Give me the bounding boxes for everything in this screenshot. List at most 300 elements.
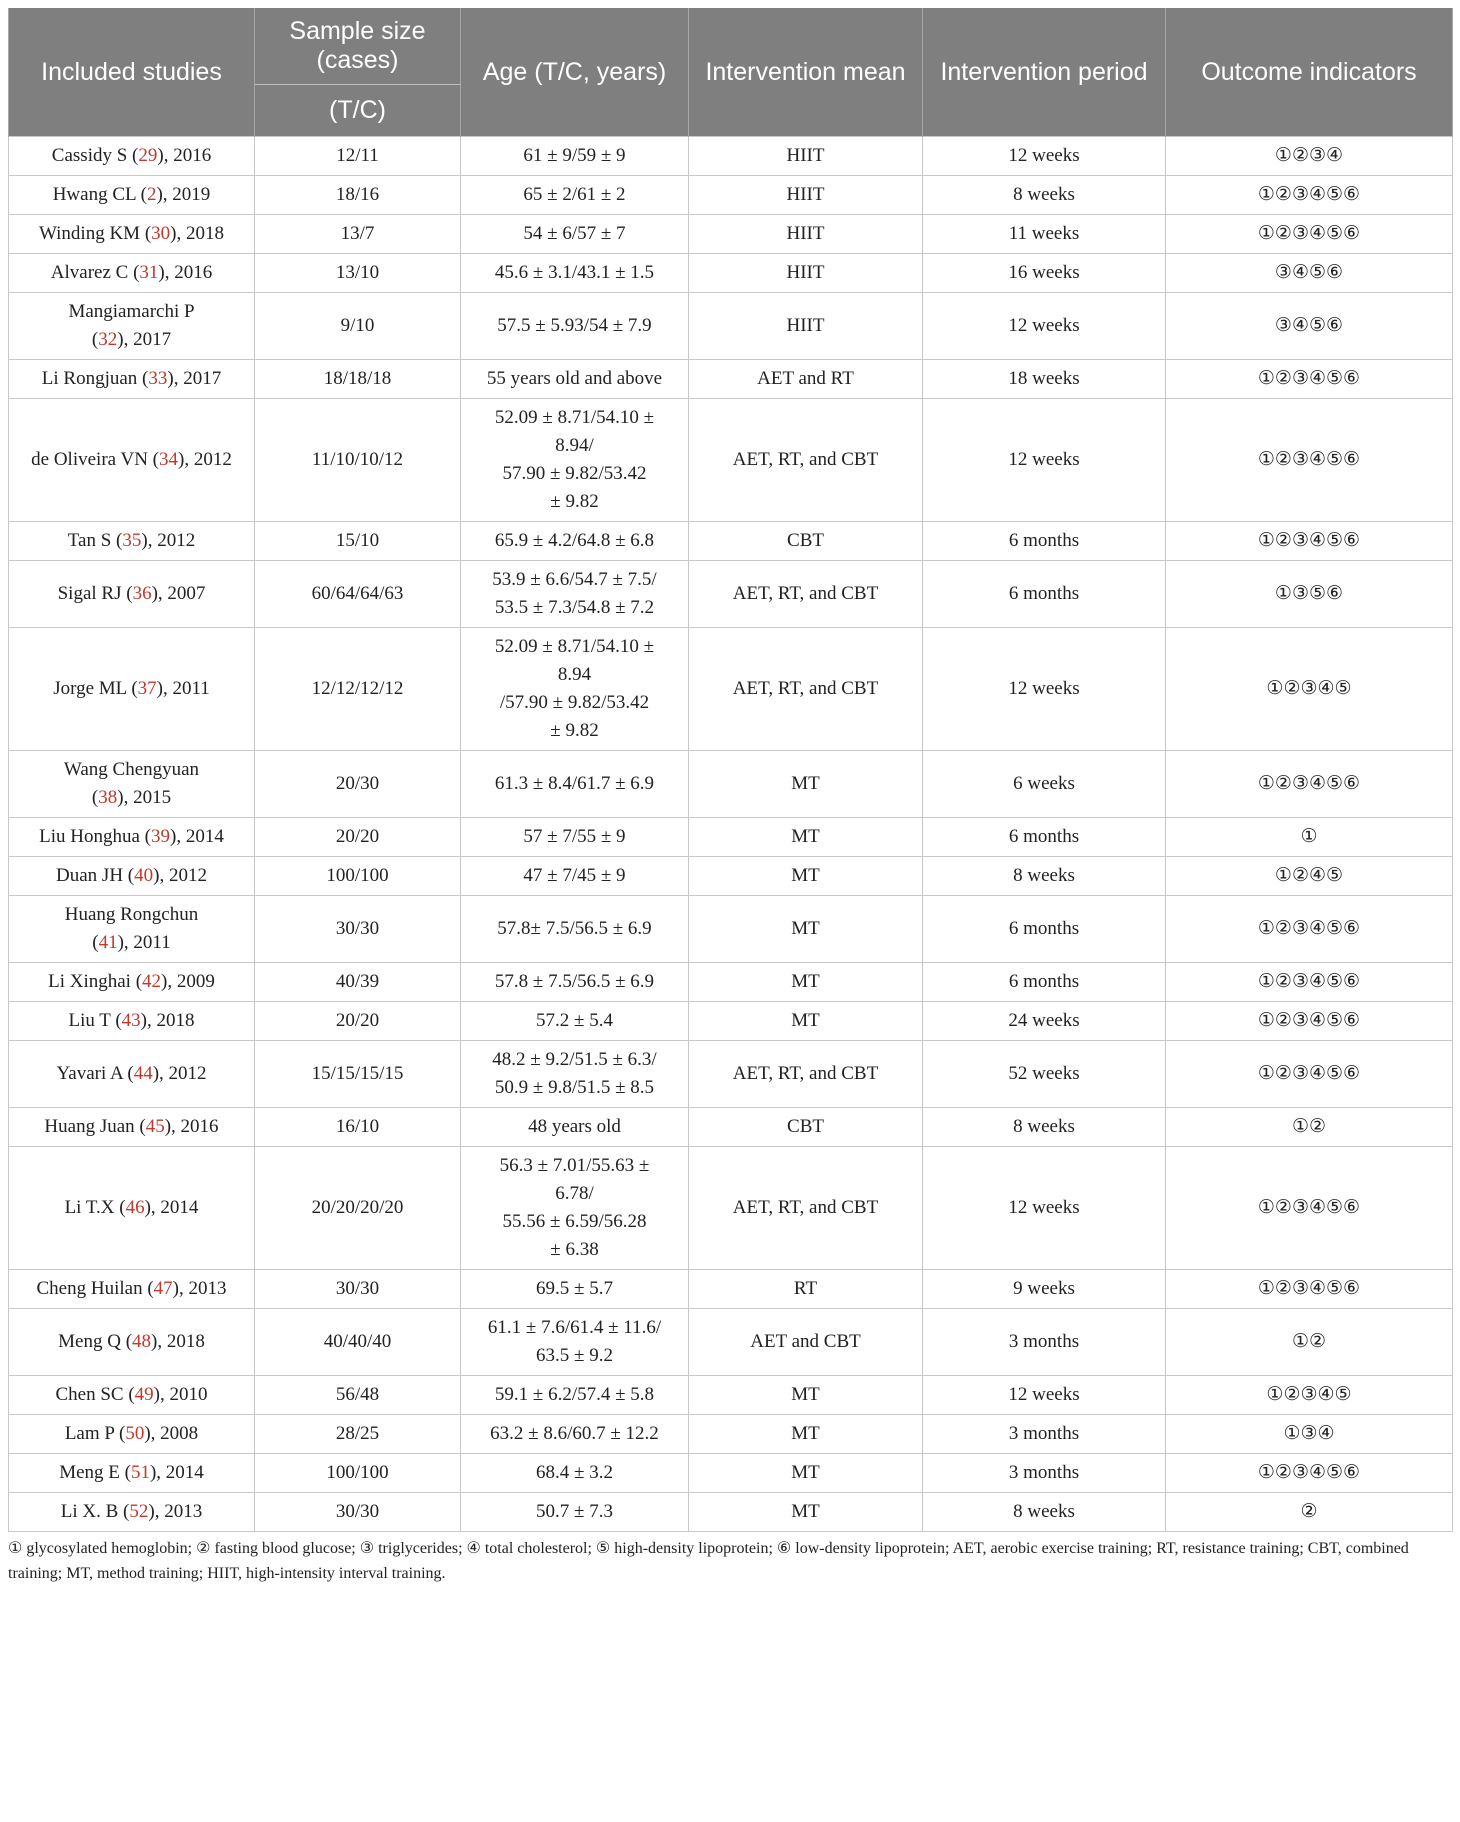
age-line: 65.9 ± 4.2/64.8 ± 6.8 bbox=[494, 530, 655, 551]
age-line: 52.09 ± 8.71/54.10 ± bbox=[494, 636, 655, 657]
table-row bbox=[9, 399, 1453, 522]
reference-link[interactable]: 51 bbox=[130, 1462, 150, 1483]
outcome-indicators-cell: ① bbox=[1166, 818, 1453, 857]
outcome-indicators-cell: ①②③④ bbox=[1166, 137, 1453, 176]
table-row bbox=[9, 522, 1453, 561]
study-cell bbox=[9, 1041, 255, 1108]
intervention-period-cell: 12 weeks bbox=[923, 399, 1166, 522]
age-cell bbox=[461, 857, 689, 896]
study-cell bbox=[9, 857, 255, 896]
study-year: ), 2016 bbox=[164, 1116, 219, 1137]
sample-size-cell: 30/30 bbox=[255, 1270, 461, 1309]
table-row bbox=[9, 1454, 1453, 1493]
outcome-indicators-cell: ①② bbox=[1166, 1108, 1453, 1147]
study-author: Chen SC ( bbox=[55, 1384, 135, 1405]
study-year: ), 2009 bbox=[161, 971, 215, 992]
sample-size-cell: 9/10 bbox=[255, 293, 461, 360]
age-line: 57.2 ± 5.4 bbox=[536, 1010, 613, 1031]
reference-link[interactable]: 49 bbox=[134, 1384, 154, 1405]
header-intervention-period: Intervention period bbox=[923, 8, 1166, 137]
study-year: ), 2016 bbox=[158, 262, 213, 283]
age-line: 57.5 ± 5.93/54 ± 7.9 bbox=[497, 315, 652, 336]
study-cell bbox=[9, 254, 255, 293]
intervention-period-cell: 6 weeks bbox=[923, 751, 1166, 818]
outcome-indicators-cell: ①②③④⑤⑥ bbox=[1166, 215, 1453, 254]
study-year: ), 2008 bbox=[144, 1423, 199, 1444]
table-row bbox=[9, 215, 1453, 254]
study-year: ), 2014 bbox=[144, 1197, 199, 1218]
sample-size-cell: 15/15/15/15 bbox=[255, 1041, 461, 1108]
study-author: Liu T ( bbox=[68, 1010, 122, 1031]
outcome-indicators-cell: ①②③④⑤⑥ bbox=[1166, 1002, 1453, 1041]
reference-link[interactable]: 33 bbox=[148, 368, 168, 389]
study-year: ), 2015 bbox=[117, 787, 172, 808]
outcome-indicators-cell: ①②③④⑤⑥ bbox=[1166, 360, 1453, 399]
intervention-period-cell: 6 months bbox=[923, 561, 1166, 628]
age-cell bbox=[461, 818, 689, 857]
intervention-period-cell: 9 weeks bbox=[923, 1270, 1166, 1309]
study-author: Huang Rongchun bbox=[64, 904, 199, 925]
age-cell bbox=[461, 1041, 689, 1108]
age-line: ± 9.82 bbox=[550, 720, 599, 741]
outcome-indicators-cell: ①②③④⑤ bbox=[1166, 1376, 1453, 1415]
age-line: 48 years old bbox=[528, 1116, 621, 1137]
age-line: 53.9 ± 6.6/54.7 ± 7.5/ bbox=[492, 569, 657, 590]
intervention-mean-cell: MT bbox=[689, 857, 923, 896]
reference-link[interactable]: 50 bbox=[125, 1423, 145, 1444]
study-author: Tan S ( bbox=[67, 530, 123, 551]
sample-size-cell: 11/10/10/12 bbox=[255, 399, 461, 522]
intervention-period-cell: 18 weeks bbox=[923, 360, 1166, 399]
outcome-indicators-cell: ①②③④⑤⑥ bbox=[1166, 1147, 1453, 1270]
study-cell bbox=[9, 561, 255, 628]
table-row bbox=[9, 293, 1453, 360]
reference-link[interactable]: 36 bbox=[132, 583, 152, 604]
age-cell bbox=[461, 1376, 689, 1415]
study-author: Winding KM ( bbox=[38, 223, 152, 244]
reference-link[interactable]: 44 bbox=[133, 1063, 153, 1084]
age-line: 57.8 ± 7.5/56.5 ± 6.9 bbox=[494, 971, 655, 992]
age-line: 52.09 ± 8.71/54.10 ± bbox=[494, 407, 655, 428]
intervention-mean-cell: HIIT bbox=[689, 137, 923, 176]
outcome-indicators-cell: ①②③④⑤⑥ bbox=[1166, 896, 1453, 963]
intervention-mean-cell: AET, RT, and CBT bbox=[689, 399, 923, 522]
age-cell bbox=[461, 963, 689, 1002]
study-cell bbox=[9, 1415, 255, 1454]
age-cell bbox=[461, 1147, 689, 1270]
age-line: 55 years old and above bbox=[486, 368, 663, 389]
sample-size-cell: 30/30 bbox=[255, 1493, 461, 1532]
table-row bbox=[9, 1147, 1453, 1270]
outcome-indicators-cell: ①②③④⑤⑥ bbox=[1166, 1454, 1453, 1493]
study-cell bbox=[9, 751, 255, 818]
study-author: Li Rongjuan ( bbox=[41, 368, 149, 389]
header-sample-size: Sample size (cases) bbox=[255, 8, 461, 85]
table-row bbox=[9, 963, 1453, 1002]
sample-size-cell: 40/39 bbox=[255, 963, 461, 1002]
age-line: 8.94 bbox=[557, 664, 592, 685]
table-row bbox=[9, 254, 1453, 293]
age-line: 48.2 ± 9.2/51.5 ± 6.3/ bbox=[492, 1049, 657, 1070]
outcome-indicators-cell: ①②④⑤ bbox=[1166, 857, 1453, 896]
table-row bbox=[9, 360, 1453, 399]
table-row bbox=[9, 1108, 1453, 1147]
studies-table bbox=[8, 8, 1453, 1532]
study-cell bbox=[9, 1309, 255, 1376]
age-cell bbox=[461, 137, 689, 176]
reference-link[interactable]: 2 bbox=[146, 184, 157, 205]
study-year: ), 2017 bbox=[167, 368, 222, 389]
study-year: ), 2012 bbox=[141, 530, 196, 551]
age-line: 69.5 ± 5.7 bbox=[536, 1278, 613, 1299]
study-cell bbox=[9, 1108, 255, 1147]
age-line: 50.7 ± 7.3 bbox=[536, 1501, 613, 1522]
age-cell bbox=[461, 751, 689, 818]
sample-size-cell: 16/10 bbox=[255, 1108, 461, 1147]
study-author: Mangiamarchi P bbox=[68, 301, 195, 322]
outcome-indicators-cell: ①②③④⑤⑥ bbox=[1166, 176, 1453, 215]
intervention-period-cell: 24 weeks bbox=[923, 1002, 1166, 1041]
intervention-period-cell: 12 weeks bbox=[923, 1147, 1166, 1270]
study-year: ), 2013 bbox=[172, 1278, 227, 1299]
outcome-indicators-cell: ①③④ bbox=[1166, 1415, 1453, 1454]
age-cell bbox=[461, 1309, 689, 1376]
reference-link[interactable]: 35 bbox=[122, 530, 142, 551]
study-cell bbox=[9, 1376, 255, 1415]
table-row bbox=[9, 818, 1453, 857]
study-year: ), 2019 bbox=[156, 184, 211, 205]
intervention-period-cell: 6 months bbox=[923, 522, 1166, 561]
table-row bbox=[9, 1493, 1453, 1532]
outcome-indicators-cell: ③④⑤⑥ bbox=[1166, 254, 1453, 293]
study-author-cont: ( bbox=[91, 329, 99, 350]
header-intervention-mean: Intervention mean bbox=[689, 8, 923, 137]
study-year: ), 2007 bbox=[151, 583, 206, 604]
intervention-period-cell: 6 months bbox=[923, 896, 1166, 963]
study-cell bbox=[9, 1002, 255, 1041]
age-line: 45.6 ± 3.1/43.1 ± 1.5 bbox=[494, 262, 655, 283]
sample-size-cell: 13/7 bbox=[255, 215, 461, 254]
age-cell bbox=[461, 360, 689, 399]
study-year: ), 2011 bbox=[156, 678, 210, 699]
intervention-mean-cell: MT bbox=[689, 1454, 923, 1493]
age-line: ± 6.38 bbox=[550, 1239, 599, 1260]
age-cell bbox=[461, 522, 689, 561]
study-author: Lam P ( bbox=[64, 1423, 126, 1444]
study-cell bbox=[9, 1493, 255, 1532]
age-cell bbox=[461, 215, 689, 254]
intervention-mean-cell: HIIT bbox=[689, 176, 923, 215]
study-author: Meng Q ( bbox=[58, 1331, 133, 1352]
age-cell bbox=[461, 1002, 689, 1041]
intervention-mean-cell: MT bbox=[689, 1493, 923, 1532]
table-row bbox=[9, 176, 1453, 215]
table-row bbox=[9, 628, 1453, 751]
sample-size-cell: 13/10 bbox=[255, 254, 461, 293]
study-author: Yavari A ( bbox=[56, 1063, 134, 1084]
age-line: 68.4 ± 3.2 bbox=[536, 1462, 613, 1483]
age-line: 50.9 ± 9.8/51.5 ± 8.5 bbox=[494, 1077, 655, 1098]
study-year: ), 2010 bbox=[153, 1384, 208, 1405]
intervention-mean-cell: RT bbox=[689, 1270, 923, 1309]
intervention-mean-cell: MT bbox=[689, 896, 923, 963]
sample-size-cell: 28/25 bbox=[255, 1415, 461, 1454]
outcome-indicators-cell: ①② bbox=[1166, 1309, 1453, 1376]
reference-link[interactable]: 39 bbox=[151, 826, 171, 847]
reference-link[interactable]: 32 bbox=[98, 329, 118, 350]
age-line: 53.5 ± 7.3/54.8 ± 7.2 bbox=[494, 597, 655, 618]
study-year: ), 2016 bbox=[157, 145, 212, 166]
sample-size-cell: 15/10 bbox=[255, 522, 461, 561]
table-row bbox=[9, 751, 1453, 818]
age-line: 63.5 ± 9.2 bbox=[536, 1345, 613, 1366]
age-line: 57.90 ± 9.82/53.42 bbox=[502, 463, 647, 484]
age-cell bbox=[461, 293, 689, 360]
intervention-mean-cell: AET, RT, and CBT bbox=[689, 628, 923, 751]
sample-size-cell: 100/100 bbox=[255, 1454, 461, 1493]
outcome-indicators-cell: ①②③④⑤⑥ bbox=[1166, 1270, 1453, 1309]
study-year: ), 2018 bbox=[170, 223, 224, 244]
study-cell bbox=[9, 818, 255, 857]
reference-link[interactable]: 29 bbox=[138, 145, 158, 166]
intervention-mean-cell: MT bbox=[689, 963, 923, 1002]
study-author: de Oliveira VN ( bbox=[31, 449, 160, 470]
age-line: 65 ± 2/61 ± 2 bbox=[523, 184, 626, 205]
study-author: Sigal RJ ( bbox=[57, 583, 133, 604]
intervention-period-cell: 8 weeks bbox=[923, 1108, 1166, 1147]
study-author: Wang Chengyuan bbox=[63, 759, 200, 780]
intervention-period-cell: 3 months bbox=[923, 1415, 1166, 1454]
intervention-period-cell: 12 weeks bbox=[923, 628, 1166, 751]
intervention-period-cell: 3 months bbox=[923, 1454, 1166, 1493]
intervention-mean-cell: MT bbox=[689, 1415, 923, 1454]
outcome-indicators-cell: ①②③④⑤ bbox=[1166, 628, 1453, 751]
age-line: 55.56 ± 6.59/56.28 bbox=[502, 1211, 647, 1232]
reference-link[interactable]: 31 bbox=[139, 262, 159, 283]
sample-size-cell: 12/12/12/12 bbox=[255, 628, 461, 751]
outcome-indicators-cell: ①②③④⑤⑥ bbox=[1166, 522, 1453, 561]
study-author: Jorge ML ( bbox=[53, 678, 138, 699]
study-author: Alvarez C ( bbox=[50, 262, 140, 283]
study-year: ), 2014 bbox=[149, 1462, 204, 1483]
age-line: 61.1 ± 7.6/61.4 ± 11.6/ bbox=[487, 1317, 662, 1338]
study-cell bbox=[9, 628, 255, 751]
intervention-mean-cell: CBT bbox=[689, 1108, 923, 1147]
reference-link[interactable]: 34 bbox=[159, 449, 179, 470]
table-footnote: ① glycosylated hemoglobin; ② fasting blood glucose; ③ triglycerides; ④ total cholesterol; ⑤ high-density lipoprotein; ⑥ low-density lipoprotein; AET, aerobic exercise training; RT, resistance training; CBT, combined training; MT, method training; HIIT, high-intensity interval training. bbox=[8, 1540, 1409, 1582]
age-line: 63.2 ± 8.6/60.7 ± 12.2 bbox=[490, 1423, 659, 1444]
table-row bbox=[9, 857, 1453, 896]
sample-size-cell: 60/64/64/63 bbox=[255, 561, 461, 628]
intervention-mean-cell: CBT bbox=[689, 522, 923, 561]
intervention-period-cell: 52 weeks bbox=[923, 1041, 1166, 1108]
header-studies: Included studies bbox=[9, 8, 255, 137]
study-author: Liu Honghua ( bbox=[39, 826, 152, 847]
age-cell bbox=[461, 561, 689, 628]
study-cell bbox=[9, 1454, 255, 1493]
study-cell bbox=[9, 293, 255, 360]
study-author: Li Xinghai ( bbox=[48, 971, 143, 992]
study-cell bbox=[9, 215, 255, 254]
table-row bbox=[9, 1309, 1453, 1376]
sample-size-cell: 20/20/20/20 bbox=[255, 1147, 461, 1270]
study-year: ), 2014 bbox=[170, 826, 224, 847]
age-cell bbox=[461, 399, 689, 522]
study-author: Hwang CL ( bbox=[52, 184, 147, 205]
study-author-cont: ( bbox=[91, 787, 99, 808]
outcome-indicators-cell: ①②③④⑤⑥ bbox=[1166, 751, 1453, 818]
age-line: 56.3 ± 7.01/55.63 ± bbox=[499, 1155, 650, 1176]
age-line: ± 9.82 bbox=[550, 491, 599, 512]
sample-size-cell: 100/100 bbox=[255, 857, 461, 896]
table-row bbox=[9, 137, 1453, 176]
age-line: 57 ± 7/55 ± 9 bbox=[523, 826, 626, 847]
age-cell bbox=[461, 1415, 689, 1454]
intervention-mean-cell: HIIT bbox=[689, 254, 923, 293]
intervention-period-cell: 12 weeks bbox=[923, 293, 1166, 360]
reference-link[interactable]: 38 bbox=[98, 787, 118, 808]
outcome-indicators-cell: ①②③④⑤⑥ bbox=[1166, 1041, 1453, 1108]
intervention-period-cell: 3 months bbox=[923, 1309, 1166, 1376]
intervention-mean-cell: AET and CBT bbox=[689, 1309, 923, 1376]
table-row bbox=[9, 896, 1453, 963]
age-line: 8.94/ bbox=[555, 435, 594, 456]
age-cell bbox=[461, 176, 689, 215]
study-year: ), 2012 bbox=[153, 865, 207, 886]
age-cell bbox=[461, 1454, 689, 1493]
intervention-period-cell: 8 weeks bbox=[923, 176, 1166, 215]
outcome-indicators-cell: ② bbox=[1166, 1493, 1453, 1532]
age-line: 57.8± 7.5/56.5 ± 6.9 bbox=[497, 918, 652, 939]
intervention-mean-cell: HIIT bbox=[689, 215, 923, 254]
study-cell bbox=[9, 399, 255, 522]
header-outcome-indicators: Outcome indicators bbox=[1166, 8, 1453, 137]
study-author: Cheng Huilan ( bbox=[36, 1278, 154, 1299]
table-header bbox=[9, 8, 1453, 137]
table-row bbox=[9, 561, 1453, 628]
sample-size-cell: 40/40/40 bbox=[255, 1309, 461, 1376]
table-body bbox=[9, 137, 1453, 1532]
intervention-mean-cell: HIIT bbox=[689, 293, 923, 360]
study-cell bbox=[9, 176, 255, 215]
reference-link[interactable]: 37 bbox=[137, 678, 157, 699]
reference-link[interactable]: 30 bbox=[151, 223, 171, 244]
intervention-period-cell: 12 weeks bbox=[923, 137, 1166, 176]
sample-size-cell: 18/16 bbox=[255, 176, 461, 215]
sample-size-cell: 12/11 bbox=[255, 137, 461, 176]
intervention-mean-cell: AET, RT, and CBT bbox=[689, 561, 923, 628]
study-year: ), 2018 bbox=[151, 1331, 205, 1352]
study-author: Duan JH ( bbox=[56, 865, 135, 886]
sample-size-cell: 18/18/18 bbox=[255, 360, 461, 399]
study-cell bbox=[9, 1270, 255, 1309]
study-cell bbox=[9, 137, 255, 176]
reference-link[interactable]: 40 bbox=[134, 865, 154, 886]
table-container bbox=[8, 8, 1452, 1586]
outcome-indicators-cell: ①③⑤⑥ bbox=[1166, 561, 1453, 628]
study-cell bbox=[9, 360, 255, 399]
sample-size-cell: 20/20 bbox=[255, 818, 461, 857]
age-cell bbox=[461, 1270, 689, 1309]
study-author-cont: ( bbox=[92, 932, 99, 953]
intervention-period-cell: 8 weeks bbox=[923, 857, 1166, 896]
study-year: ), 2012 bbox=[152, 1063, 207, 1084]
study-year: ), 2017 bbox=[117, 329, 172, 350]
study-author: Li T.X ( bbox=[64, 1197, 126, 1218]
study-cell bbox=[9, 522, 255, 561]
age-cell bbox=[461, 628, 689, 751]
age-cell bbox=[461, 1493, 689, 1532]
age-line: 59.1 ± 6.2/57.4 ± 5.8 bbox=[494, 1384, 655, 1405]
age-cell bbox=[461, 254, 689, 293]
study-year: ), 2012 bbox=[178, 449, 232, 470]
intervention-period-cell: 6 months bbox=[923, 818, 1166, 857]
intervention-period-cell: 6 months bbox=[923, 963, 1166, 1002]
outcome-indicators-cell: ①②③④⑤⑥ bbox=[1166, 399, 1453, 522]
reference-link[interactable]: 52 bbox=[129, 1501, 149, 1522]
intervention-mean-cell: MT bbox=[689, 1376, 923, 1415]
study-author: Cassidy S ( bbox=[51, 145, 139, 166]
intervention-mean-cell: AET, RT, and CBT bbox=[689, 1147, 923, 1270]
study-author: Meng E ( bbox=[59, 1462, 131, 1483]
study-year: ), 2011 bbox=[117, 932, 171, 953]
reference-link[interactable]: 46 bbox=[125, 1197, 145, 1218]
study-cell bbox=[9, 896, 255, 963]
intervention-mean-cell: MT bbox=[689, 751, 923, 818]
reference-link[interactable]: 43 bbox=[121, 1010, 141, 1031]
header-age: Age (T/C, years) bbox=[461, 8, 689, 137]
intervention-period-cell: 8 weeks bbox=[923, 1493, 1166, 1532]
table-row bbox=[9, 1270, 1453, 1309]
reference-link[interactable]: 48 bbox=[132, 1331, 152, 1352]
age-cell bbox=[461, 1108, 689, 1147]
header-sample-size-sub: (T/C) bbox=[255, 85, 461, 137]
intervention-mean-cell: AET and RT bbox=[689, 360, 923, 399]
age-cell bbox=[461, 896, 689, 963]
age-line: 61 ± 9/59 ± 9 bbox=[523, 145, 626, 166]
intervention-period-cell: 11 weeks bbox=[923, 215, 1166, 254]
age-line: 61.3 ± 8.4/61.7 ± 6.9 bbox=[494, 773, 655, 794]
age-line: 6.78/ bbox=[555, 1183, 594, 1204]
age-line: 47 ± 7/45 ± 9 bbox=[523, 865, 626, 886]
intervention-period-cell: 16 weeks bbox=[923, 254, 1166, 293]
outcome-indicators-cell: ①②③④⑤⑥ bbox=[1166, 963, 1453, 1002]
sample-size-cell: 56/48 bbox=[255, 1376, 461, 1415]
study-year: ), 2018 bbox=[140, 1010, 195, 1031]
table-row bbox=[9, 1041, 1453, 1108]
sample-size-cell: 20/30 bbox=[255, 751, 461, 818]
age-line: 54 ± 6/57 ± 7 bbox=[523, 223, 626, 244]
intervention-period-cell: 12 weeks bbox=[923, 1376, 1166, 1415]
intervention-mean-cell: MT bbox=[689, 818, 923, 857]
reference-link[interactable]: 45 bbox=[145, 1116, 165, 1137]
table-row bbox=[9, 1002, 1453, 1041]
age-line: /57.90 ± 9.82/53.42 bbox=[499, 692, 650, 713]
intervention-mean-cell: AET, RT, and CBT bbox=[689, 1041, 923, 1108]
reference-link[interactable]: 41 bbox=[98, 932, 118, 953]
study-year: ), 2013 bbox=[148, 1501, 203, 1522]
reference-link[interactable]: 42 bbox=[142, 971, 162, 992]
outcome-indicators-cell: ③④⑤⑥ bbox=[1166, 293, 1453, 360]
reference-link[interactable]: 47 bbox=[153, 1278, 173, 1299]
study-author: Li X. B ( bbox=[60, 1501, 130, 1522]
table-row bbox=[9, 1415, 1453, 1454]
intervention-mean-cell: MT bbox=[689, 1002, 923, 1041]
table-row bbox=[9, 1376, 1453, 1415]
study-cell bbox=[9, 963, 255, 1002]
study-cell bbox=[9, 1147, 255, 1270]
study-author: Huang Juan ( bbox=[44, 1116, 146, 1137]
